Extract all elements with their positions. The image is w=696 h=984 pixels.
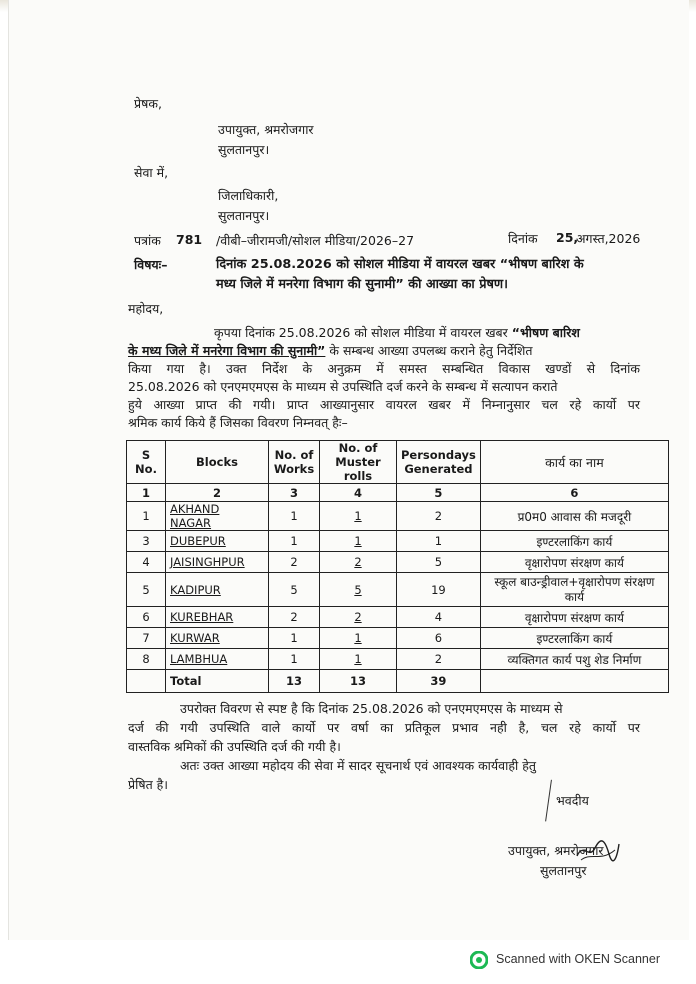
conclusion-line-4: अतः उक्त आख्या महोदय की सेवा में सादर सूचनार्थ एवं आवश्यक कार्यवाही हेतु (180, 758, 536, 773)
row-persondays: 4 (397, 607, 481, 628)
table-row (127, 573, 669, 607)
body-line-6: श्रमिक कार्य किये हैं जिसका विवरण निम्नवत् हैः– (128, 415, 348, 430)
ref-path: /वीबी–जीरामजी/सोशल मीडिया/2026–27 (216, 233, 415, 248)
total-empty-cell (127, 670, 166, 693)
row-works: 2 (269, 607, 320, 628)
signature-location: सुलतानपुर (540, 863, 587, 878)
row-muster-text: 1 (354, 631, 362, 645)
row-sno: 4 (127, 552, 166, 573)
body-line-2 (128, 342, 533, 359)
ref-label: पत्रांक (134, 233, 161, 248)
row-muster-text: 1 (354, 652, 362, 666)
conclusion-line-5: प्रेषित है। (128, 777, 169, 792)
row-muster (320, 628, 397, 649)
row-persondays: 1 (397, 531, 481, 552)
row-block (166, 552, 269, 573)
row-muster-text: 5 (354, 582, 362, 597)
col-blocks: Blocks (166, 441, 269, 484)
sender-label: प्रेषक, (134, 96, 162, 111)
row-block-text: JAISINGHPUR (170, 555, 245, 569)
scanner-logo-icon (470, 951, 488, 969)
total-muster: 13 (320, 670, 397, 693)
ref-date-rest: अगस्त,2026 (576, 231, 641, 246)
row-sno: 5 (127, 573, 166, 607)
body-line-5-text: हुये आख्या प्राप्त की गयी। प्राप्त आख्यानुसार वायरल खबर में निम्नानुसार चल रहे कार्यो पर (128, 397, 640, 412)
conclusion-line-2-text: दर्ज की गयी उपस्थिति वाले कार्यो पर वर्षा का प्रतिकूल प्रभाव नही है, चल रहे कार्यो पर (128, 720, 640, 735)
signature-closing: भवदीय (556, 793, 589, 808)
scanner-watermark: Scanned with OKEN Scanner (496, 952, 660, 966)
row-block (166, 573, 269, 607)
table-row (127, 552, 669, 573)
recipient-label: सेवा में, (134, 165, 169, 180)
col-work-name: कार्य का नाम (480, 441, 668, 484)
row-muster-text: 1 (354, 534, 362, 548)
table-index-row (127, 484, 669, 502)
subject-line-2: मध्य जिले में मनरेगा विभाग की सुनामी” की आख्या का प्रेषण। (216, 277, 508, 292)
body-line-4: 25.08.2026 को एनएमएमएस के माध्यम से उपस्थिति दर्ज करने के सम्बन्ध में सत्यापन कराते (128, 379, 558, 394)
row-block-text: LAMBHUA (170, 652, 228, 666)
table-row (127, 502, 669, 531)
row-muster (320, 649, 397, 670)
row-work-name: व्यक्तिगत कार्य पशु शेड निर्माण (480, 649, 668, 670)
row-muster (320, 607, 397, 628)
body-line-1 (214, 324, 580, 341)
subject-label: विषयः– (134, 257, 168, 272)
col-works: No. of Works (269, 441, 320, 484)
row-muster (320, 573, 397, 607)
row-muster (320, 552, 397, 573)
row-persondays: 5 (397, 552, 481, 573)
conclusion-line-3: वास्तविक श्रमिकों की उपस्थिति दर्ज की गयी है। (128, 739, 341, 754)
total-work-empty (480, 670, 668, 693)
row-persondays: 6 (397, 628, 481, 649)
row-persondays: 2 (397, 649, 481, 670)
row-block-text: DUBEPUR (170, 534, 226, 548)
recipient-designation: जिलाधिकारी, (218, 188, 279, 203)
recipient-location: सुलतानपुर। (218, 208, 270, 223)
row-sno: 3 (127, 531, 166, 552)
row-sno: 6 (127, 607, 166, 628)
sender-designation: उपायुक्त, श्रमरोजगार (218, 122, 314, 137)
row-block-text: KURWAR (170, 631, 220, 645)
col-sno: S No. (127, 441, 166, 484)
row-works: 2 (269, 552, 320, 573)
table-total-row (127, 670, 669, 693)
body-line-1-text: कृपया दिनांक 25.08.2026 को सोशल मीडिया में वायरल खबर (214, 325, 512, 340)
table-header-row (127, 441, 669, 484)
row-muster (320, 531, 397, 552)
signature-designation: उपायुक्त, श्रमरोजगार (508, 843, 604, 858)
index-cell: 2 (166, 484, 269, 502)
sender-location: सुलतानपुर। (218, 142, 270, 157)
salutation: महोदय, (128, 301, 164, 316)
row-block (166, 607, 269, 628)
table-row (127, 628, 669, 649)
body-line-5 (128, 396, 640, 413)
row-work-name: वृक्षारोपण संरक्षण कार्य (480, 607, 668, 628)
conclusion-line-2 (128, 719, 640, 736)
conclusion-line-1: उपरोक्त विवरण से स्पष्ट है कि दिनांक 25.08.2026 को एनएमएमएस के माध्यम से (180, 701, 563, 716)
row-works: 1 (269, 531, 320, 552)
row-muster (320, 502, 397, 531)
index-cell: 4 (320, 484, 397, 502)
total-label: Total (166, 670, 269, 693)
row-block-text: KUREBHAR (170, 610, 234, 624)
body-line-1-headline: “भीषण बारिश (511, 325, 580, 340)
col-persondays: Persondays Generated (397, 441, 481, 484)
index-cell: 5 (397, 484, 481, 502)
body-line-2-text: के सम्बन्ध आख्या उपलब्ध कराने हेतु निर्देशित (325, 343, 533, 358)
row-sno: 1 (127, 502, 166, 531)
row-work-name: स्कूल बाउन्ड्रीवाल+वृक्षारोपण संरक्षण कार्य (480, 573, 668, 607)
row-works: 1 (269, 628, 320, 649)
body-line-2-headline: के मध्य जिले में मनरेगा विभाग की सुनामी” (128, 343, 326, 358)
row-muster-text: 2 (354, 610, 362, 624)
row-works: 1 (269, 502, 320, 531)
table-row (127, 607, 669, 628)
row-work-name: इण्टरलाकिंग कार्य (480, 531, 668, 552)
row-block-text: KADIPUR (170, 582, 221, 597)
row-block (166, 531, 269, 552)
row-work-name: वृक्षारोपण संरक्षण कार्य (480, 552, 668, 573)
index-cell: 3 (269, 484, 320, 502)
row-block (166, 628, 269, 649)
ref-date-label: दिनांक (508, 231, 538, 246)
subject-line-1: दिनांक 25.08.2026 को सोशल मीडिया में वायरल खबर “भीषण बारिश के (216, 257, 584, 272)
row-block (166, 649, 269, 670)
row-work-name: इण्टरलाकिंग कार्य (480, 628, 668, 649)
signature-scribble (575, 838, 621, 864)
row-works: 1 (269, 649, 320, 670)
ref-number: 781 (176, 232, 203, 247)
row-sno: 8 (127, 649, 166, 670)
row-work-name: प्र0म0 आवास की मजदूरी (480, 502, 668, 531)
total-persondays: 39 (397, 670, 481, 693)
row-muster-text: 1 (354, 509, 362, 523)
row-sno: 7 (127, 628, 166, 649)
col-muster: No. of Muster rolls (320, 441, 397, 484)
body-line-3 (128, 360, 640, 377)
row-persondays: 2 (397, 502, 481, 531)
table-row (127, 531, 669, 552)
row-block-text: AKHAND NAGAR (170, 502, 220, 530)
index-cell: 1 (127, 484, 166, 502)
works-table (126, 440, 669, 693)
table-row (127, 649, 669, 670)
row-block (166, 502, 269, 531)
row-works: 5 (269, 573, 320, 607)
row-muster-text: 2 (354, 555, 362, 569)
body-line-3-text: किया गया है। उक्त निर्देश के अनुक्रम में समस्त सम्बन्धित विकास खण्डों से दिनांक (128, 361, 640, 376)
total-works: 13 (269, 670, 320, 693)
index-cell: 6 (480, 484, 668, 502)
ref-date-day: 25, (556, 230, 579, 245)
row-persondays: 19 (397, 573, 481, 607)
